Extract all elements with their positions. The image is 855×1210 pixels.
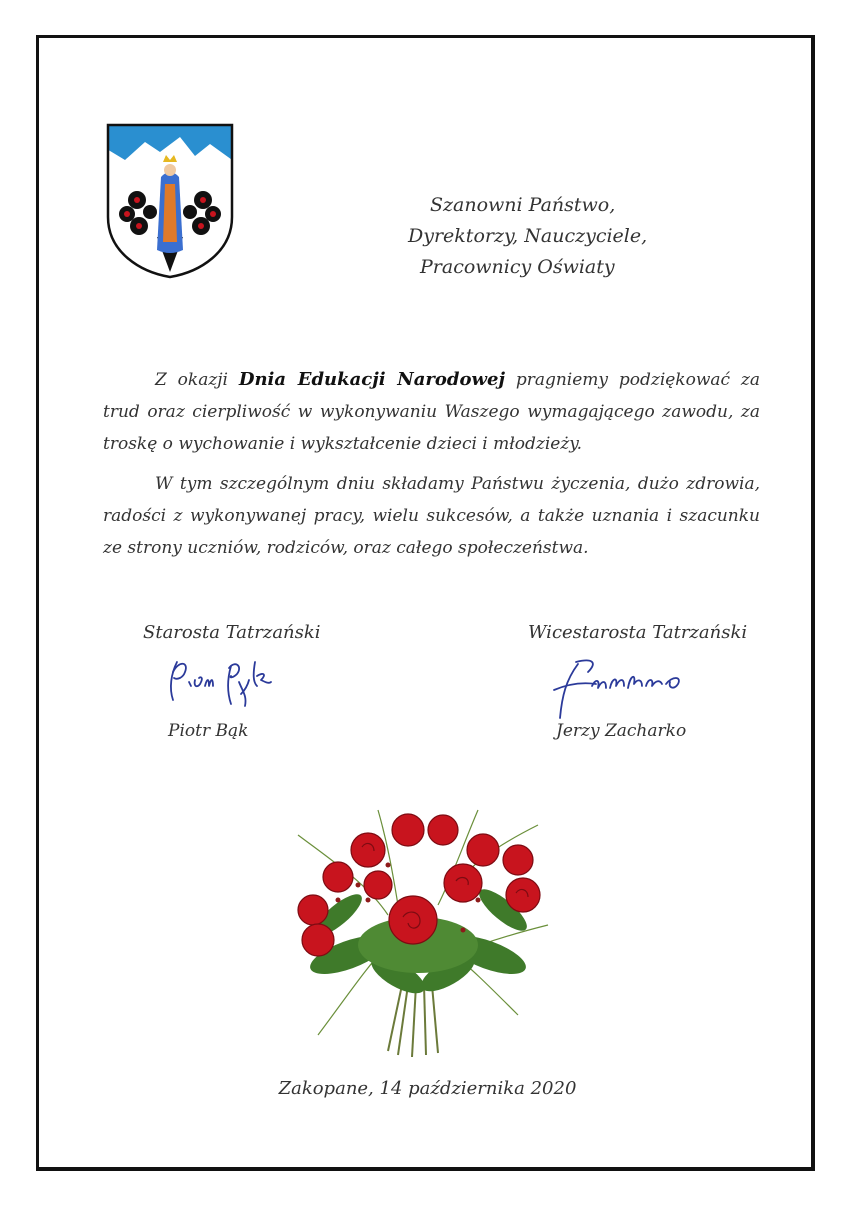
right-signatory-name: Jerzy Zacharko [556,721,687,741]
left-handwritten-signature [165,652,275,708]
salutation-line-1: Szanowni Państwo, [430,194,616,216]
paragraph-1-rest: pragniemy podziękować za trud oraz cierpliwość w wykonywaniu Waszego wymagającego zawodu, za troskę o wychowanie i wykształcenie dzieci i młodzieży. [103,370,760,454]
holiday-name: Dnia Edukacji Narodowej [238,369,505,390]
salutation-line-2: Dyrektorzy, Nauczyciele, [408,225,648,247]
letter-body [103,364,760,564]
red-roses-bouquet-image [278,805,553,1060]
salutation [395,190,655,283]
right-handwritten-signature [548,650,690,722]
paragraph-2: W tym szczególnym dniu składamy Państwu życzenia, dużo zdrowia, radości z wykonywanej pracy, wielu sukcesów, a także uznania i szacunku ze strony uczniów, rodziców, oraz całego społeczeństwa. [103,474,760,558]
paragraph-1-prefix: Z okazji [155,370,239,390]
place-and-date: Zakopane, 14 października 2020 [278,1078,577,1099]
left-signatory-title: Starosta Tatrzański [143,622,321,643]
coat-of-arms-icon [105,122,235,280]
paragraph-1 [103,364,760,460]
left-signatory-name: Piotr Bąk [168,721,249,741]
salutation-line-3: Pracownicy Oświaty [420,256,615,278]
right-signatory-title: Wicestarosta Tatrzański [528,622,748,643]
